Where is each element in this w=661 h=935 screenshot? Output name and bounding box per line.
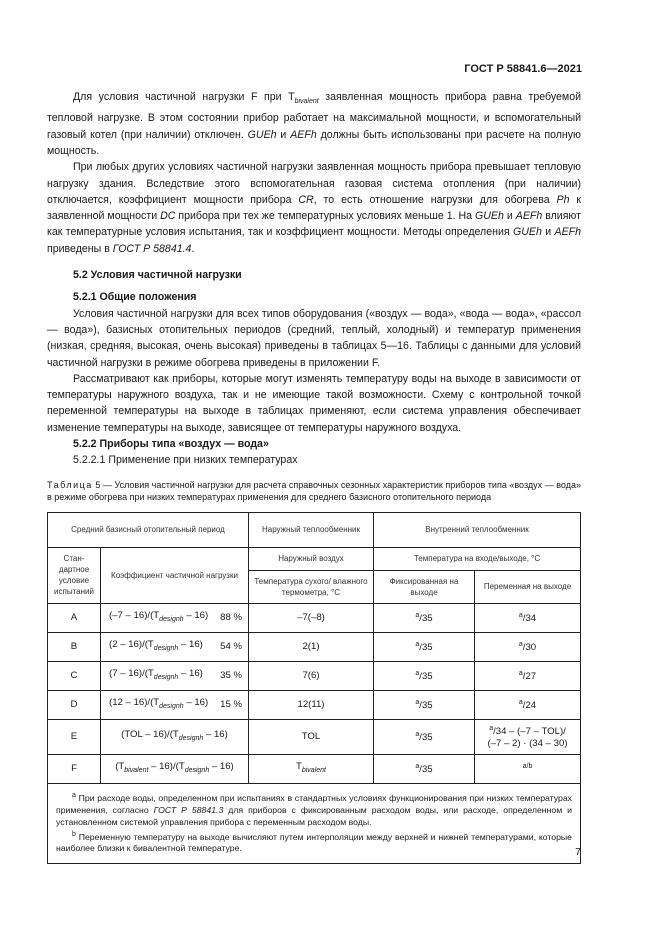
cell-variable: $^a$/30 bbox=[475, 632, 581, 661]
cell-fixed: $^a$/35 bbox=[374, 690, 475, 719]
section-heading: 5.2 Условия частичной нагрузки bbox=[73, 269, 242, 282]
cell-outdoor-air: 12(11) bbox=[249, 690, 374, 719]
cell-fixed: $^a$/35 bbox=[374, 603, 475, 632]
cell-condition: D bbox=[48, 690, 101, 719]
cell-variable: $^a$/24 bbox=[475, 690, 581, 719]
header-outdoor-hx: Наружный теплообменник bbox=[249, 512, 374, 547]
cell-condition: C bbox=[48, 661, 101, 690]
cell-outdoor-air: 2(1) bbox=[249, 632, 374, 661]
paragraph: При любых других условиях частичной нагрузки заявленная мощность прибора превышает тепловую нагрузку здания. Вследствие этого вспомогательная газовая система отопления (при наличии) отключается, коэффициент мощности прибора CR, то есть отношение нагрузки для обогрева Ph к заявленной мощности DC прибора при тех же температурных условиях меньше 1. На GUEh и AEFh влияют как температурные условия испытания, так и коэффициент мощности. Методы определения GUEh и AEFh приведены в ГОСТ Р 58841.4. bbox=[47, 161, 582, 255]
page-body bbox=[47, 89, 581, 864]
subsubsection-heading: 5.2.2.1 Применение при низких температурах bbox=[73, 454, 298, 467]
header-fixed: Фиксированная на выходе bbox=[374, 570, 475, 603]
cell-condition: A bbox=[48, 603, 101, 632]
footnote-b: $^b$ Переменную температуру на выходе вычисляют путем интерполяции между верхней и нижней температурами, которые наиболее близки к бивалентной температуре. bbox=[56, 830, 572, 854]
subsection-heading: 5.2.2 Приборы типа «воздух — вода» bbox=[73, 438, 269, 451]
cell-fixed: $^a$/35 bbox=[374, 719, 475, 754]
cell-variable: $^a$/34 – (–7 – TOL)/ (–7 – 2) · (34 – 30) bbox=[475, 719, 581, 754]
header-indoor-hx: Внутренний теплообменник bbox=[374, 512, 581, 547]
cell-percent: 54 % bbox=[215, 632, 249, 661]
cell-percent: 88 % bbox=[215, 603, 249, 632]
cell-fixed: $^a$/35 bbox=[374, 661, 475, 690]
header-inlet-outlet: Температура на входе/выходе, °С bbox=[374, 547, 581, 570]
cell-formula: $(7 - 16)/(T_{designh} - 16)$ bbox=[101, 661, 216, 690]
cell-condition: F bbox=[48, 754, 101, 783]
document-header: ГОСТ Р 58841.6—2021 bbox=[464, 63, 582, 75]
table-row bbox=[48, 603, 581, 632]
header-condition: Стан-дартное условие испытаний bbox=[48, 547, 101, 603]
table-row bbox=[48, 719, 581, 754]
cell-variable: a/b bbox=[475, 754, 581, 783]
cell-outdoor-air: $T_{bivalent}$ bbox=[249, 754, 374, 783]
cell-variable: $^a$/27 bbox=[475, 661, 581, 690]
cell-formula: $(-7 - 16)/(T_{designh} - 16)$ bbox=[101, 603, 216, 632]
table-caption-label: Таблица bbox=[47, 479, 93, 490]
header-dry-bulb: Температура сухого/ влажного термометра, °С bbox=[249, 570, 374, 603]
paragraph: Рассматривают как приборы, которые могут изменять температуру воды на выходе в зависимости от температуры наружного воздуха, так и не имеющие такой возможности. Схему с контрольной точкой переменной температуры на выходе в таблицах применяют, если система управления обеспечивает изменение температуры на выходе, зависящее от температуры наружного воздуха. bbox=[47, 372, 581, 434]
table-row bbox=[48, 690, 581, 719]
table-row bbox=[48, 632, 581, 661]
cell-fixed: $^a$/35 bbox=[374, 632, 475, 661]
table-row bbox=[48, 754, 581, 783]
header-variable: Переменная на выходе bbox=[475, 570, 581, 603]
header-period: Средний базисный отопительный период bbox=[48, 512, 249, 547]
table-notes bbox=[48, 783, 581, 864]
cell-condition: B bbox=[48, 632, 101, 661]
cell-formula: $(12 - 16)/(T_{designh} - 16)$ bbox=[101, 690, 216, 719]
header-outdoor-air: Наружный воздух bbox=[249, 547, 374, 570]
cell-variable: $^a$/34 bbox=[475, 603, 581, 632]
footnote-a: $^a$ При расходе воды, определенном при испытаниях в стандартных условиях функционирования при низких температурах применения, согласно ГОСТ Р 58841.3 для приборов с фиксированным расходом воды, или расходе, определенном и установленном системой управления прибора с переменным расходом воды. bbox=[56, 791, 573, 827]
cell-formula: $(2 - 16)/(T_{designh} - 16)$ bbox=[101, 632, 216, 661]
table-caption-text: 5 — Условия частичной нагрузки для расчета справочных сезонных характеристик приборов типа «воздух — вода» в режиме обогрева при низких температурах применения для среднего базисного отопительного периода bbox=[47, 479, 581, 503]
page-number: 7 bbox=[575, 846, 581, 858]
cell-outdoor-air: TOL bbox=[249, 719, 374, 754]
cell-outdoor-air: –7(–8) bbox=[249, 603, 374, 632]
cell-outdoor-air: 7(6) bbox=[249, 661, 374, 690]
cell-formula: $(T_{bivalent} - 16)/(T_{designh} - 16)$ bbox=[101, 754, 249, 783]
table-row bbox=[48, 661, 581, 690]
part-load-table bbox=[47, 512, 581, 865]
header-coefficient: Коэффициент частичной нагрузки bbox=[101, 547, 249, 603]
subsection-heading: 5.2.1 Общие положения bbox=[73, 291, 197, 304]
cell-formula: $(TOL - 16)/(T_{designh} - 16)$ bbox=[101, 719, 249, 754]
paragraph: Условия частичной нагрузки для всех типов оборудования («воздух — вода», «вода — вода», «рассол — вода»), базисных отопительных периодов (средний, теплый, холодный) и температур применения (низкая, средняя, высокая, очень высокая) приведены в таблицах 5—16. Таблицы с данными для условий частичной нагрузки в режиме обогрева приведены в приложении F. bbox=[47, 307, 581, 369]
paragraph: Для условия частичной нагрузки F при $T_{bivalent}$ заявленная мощность прибора равна требуемой тепловой нагрузке. В этом состоянии прибор работает на максимальной мощности, и вспомогательный газовый котел (при наличии) отключен. GUEh и AEFh должны быть использованы при расчете на полную мощность. bbox=[47, 91, 581, 157]
cell-percent: 15 % bbox=[215, 690, 249, 719]
cell-condition: E bbox=[48, 719, 101, 754]
cell-fixed: $^a$/35 bbox=[374, 754, 475, 783]
table-caption bbox=[47, 479, 581, 504]
cell-percent: 35 % bbox=[215, 661, 249, 690]
